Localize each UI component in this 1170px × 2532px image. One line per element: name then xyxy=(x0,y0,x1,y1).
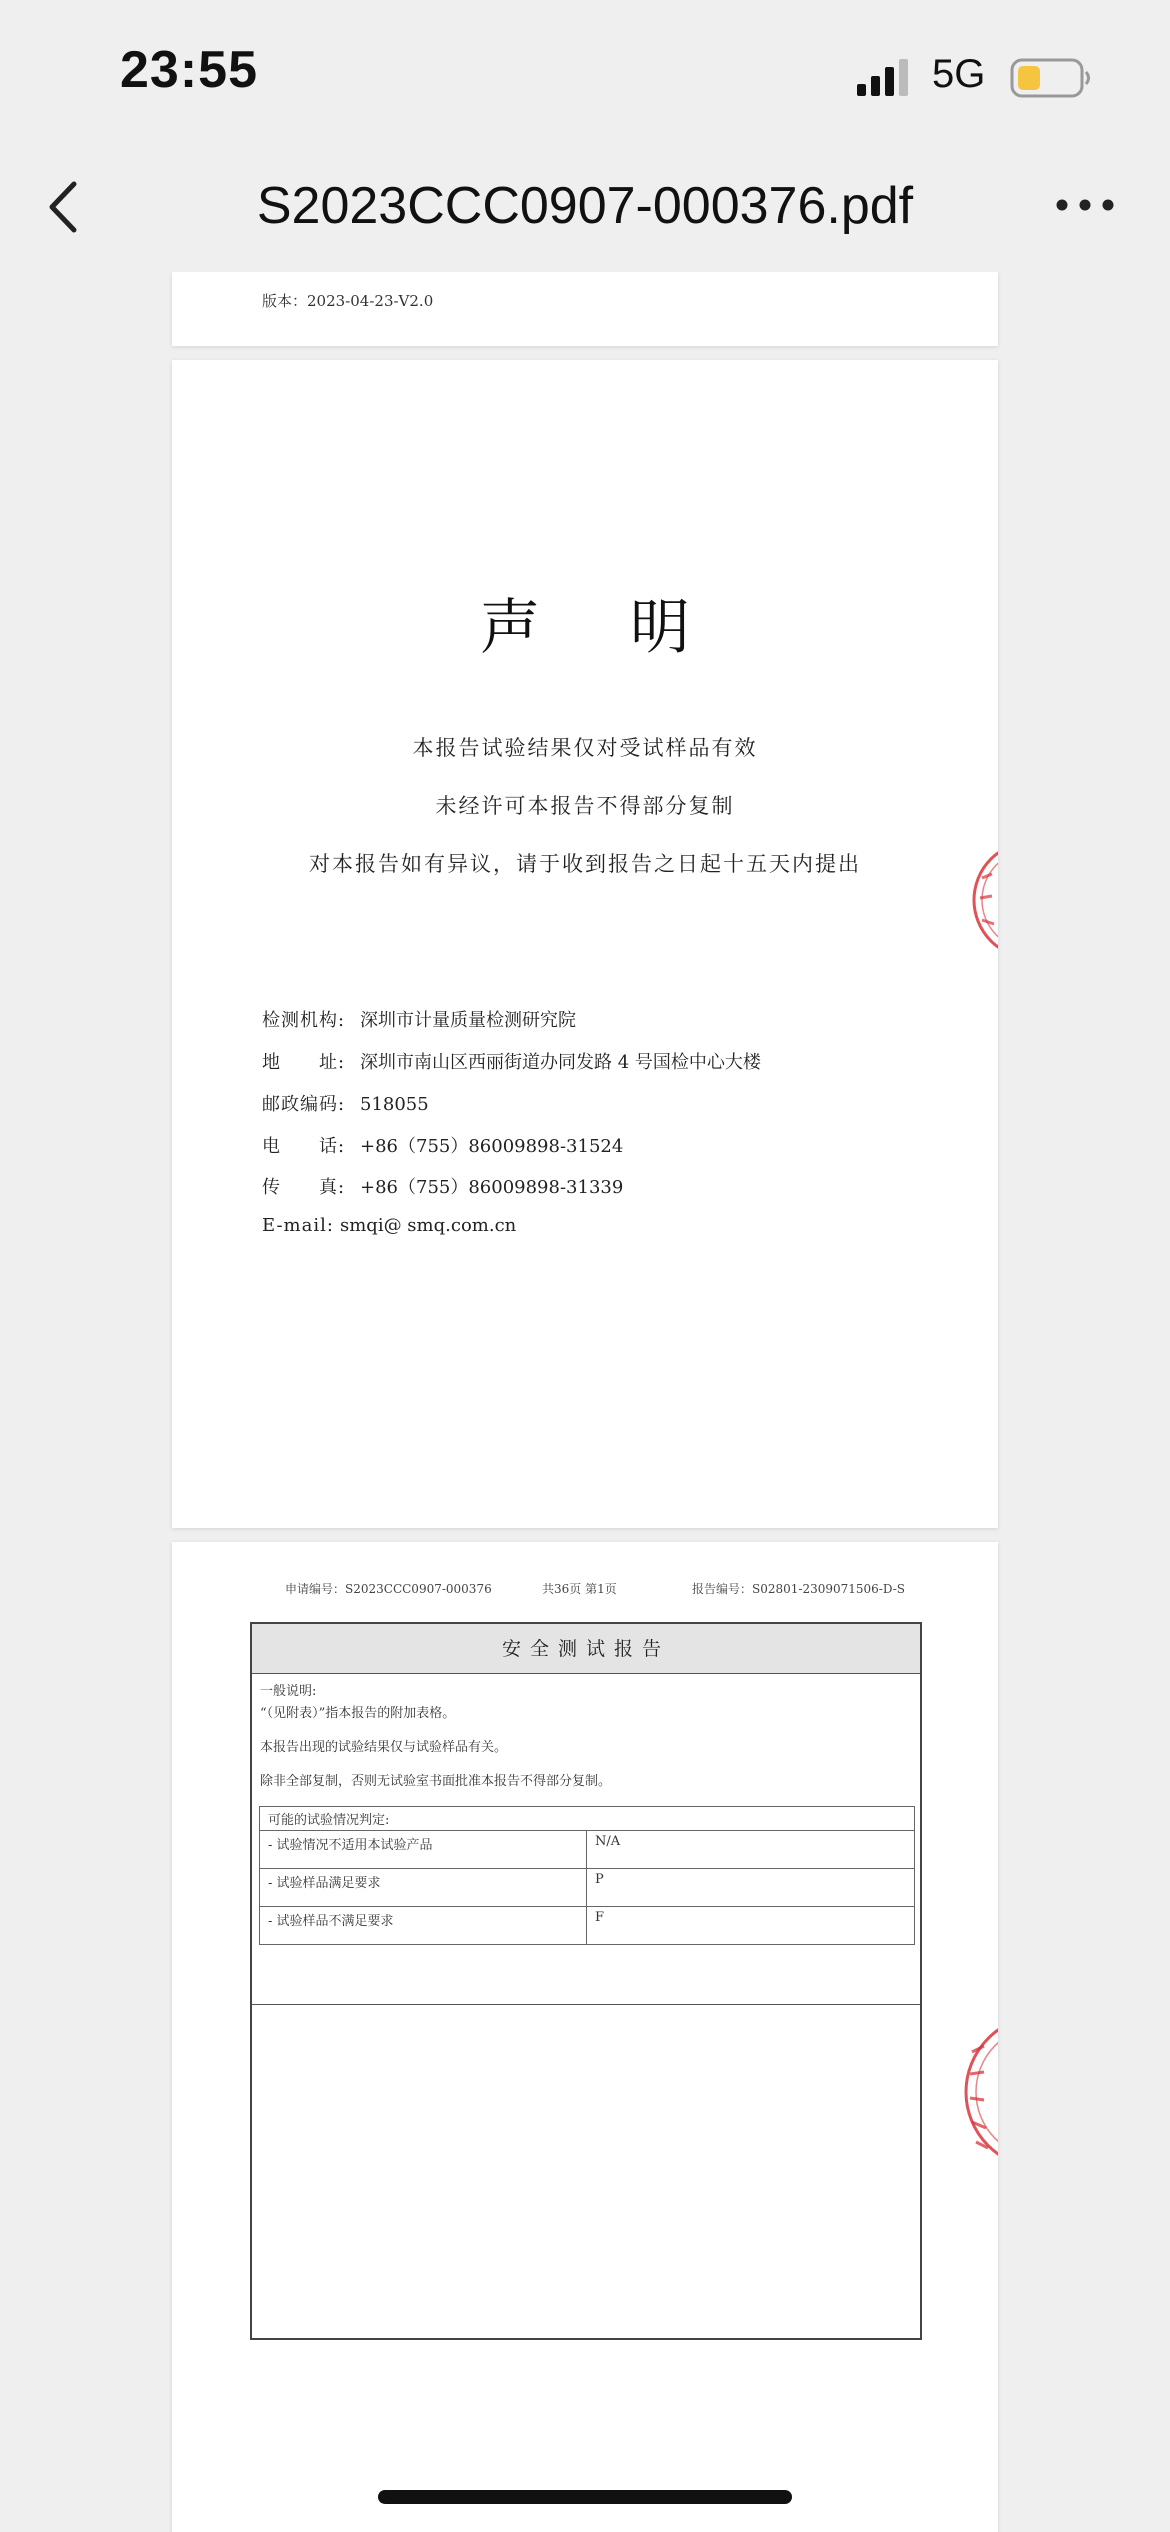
report-frame xyxy=(250,1622,922,2340)
signal-icon xyxy=(855,58,915,98)
page-info: 共36页 第1页 xyxy=(542,1582,617,1596)
document-title: S2023CCC0907-000376.pdf xyxy=(256,177,914,235)
version-text: 版本：2023-04-23-V2.0 xyxy=(262,292,434,310)
verdict-case: - 试验情况不适用本试验产品 xyxy=(260,1831,587,1869)
pdf-page-declaration xyxy=(172,360,998,1528)
contact-address xyxy=(262,1048,761,1074)
pdf-viewer[interactable] xyxy=(0,272,1170,2532)
table-row xyxy=(260,1869,915,1907)
report-title: 安全测试报告 xyxy=(252,1624,920,1674)
contact-value: 518055 xyxy=(360,1094,429,1115)
verdict-case: - 试验样品满足要求 xyxy=(260,1869,587,1907)
verdict-code: N/A xyxy=(587,1831,915,1869)
note-line: 一般说明: xyxy=(260,1684,317,1699)
declaration-title: 声明 xyxy=(480,593,780,663)
contact-value: 深圳市南山区西丽街道办同发路 4 号国检中心大楼 xyxy=(360,1052,761,1073)
application-number: 申请编号：S2023CCC0907-000376 xyxy=(285,1582,492,1596)
contact-phone xyxy=(262,1132,623,1158)
report-number: 报告编号：S02801-2309071506-D-S xyxy=(692,1582,905,1596)
verdict-table-header: 可能的试验情况判定: xyxy=(260,1807,915,1831)
contact-value: smqi@ smq.com.cn xyxy=(340,1215,517,1236)
contact-value: 深圳市计量质量检测研究院 xyxy=(360,1010,576,1031)
contact-value: +86（755）86009898-31524 xyxy=(360,1136,624,1157)
declaration-line: 未经许可本报告不得部分复制 xyxy=(435,794,735,818)
table-row xyxy=(260,1831,915,1869)
more-icon[interactable] xyxy=(1050,185,1120,225)
note-line: 本报告出现的试验结果仅与试验样品有关。 xyxy=(260,1740,508,1755)
status-bar xyxy=(0,0,1170,150)
contact-label: 地 址: xyxy=(262,1052,346,1073)
nav-bar xyxy=(0,150,1170,270)
contact-label: E-mail: xyxy=(262,1215,334,1236)
back-chevron-icon[interactable] xyxy=(40,172,100,242)
section-divider xyxy=(252,2004,920,2005)
contact-label: 邮政编码: xyxy=(262,1094,346,1115)
declaration-line: 对本报告如有异议，请于收到报告之日起十五天内提出 xyxy=(309,852,861,876)
contact-value: +86（755）86009898-31339 xyxy=(360,1177,624,1198)
verdict-case: - 试验样品不满足要求 xyxy=(260,1907,587,1945)
contact-email xyxy=(262,1215,516,1236)
pdf-page-report xyxy=(172,1542,998,2532)
red-seal-stamp xyxy=(962,2012,998,2172)
home-indicator[interactable] xyxy=(378,2490,792,2504)
status-time: 23:55 xyxy=(120,41,258,99)
verdict-code: F xyxy=(587,1907,915,1945)
pdf-page-1 xyxy=(172,272,998,346)
declaration-line: 本报告试验结果仅对受试样品有效 xyxy=(412,736,758,760)
table-row xyxy=(260,1907,915,1945)
battery-icon xyxy=(1010,58,1092,98)
contact-label: 电 话: xyxy=(262,1136,346,1157)
note-line: “（见附表）”指本报告的附加表格。 xyxy=(260,1706,456,1721)
verdict-code: P xyxy=(587,1869,915,1907)
network-type: 5G xyxy=(932,52,986,96)
contact-label: 传 真: xyxy=(262,1177,346,1198)
note-line: 除非全部复制，否则无试验室书面批准本报告不得部分复制。 xyxy=(260,1774,612,1789)
verdict-table xyxy=(259,1806,915,1945)
contact-label: 检测机构: xyxy=(262,1010,346,1031)
contact-fax xyxy=(262,1173,623,1199)
contact-org xyxy=(262,1006,576,1032)
contact-postcode xyxy=(262,1090,429,1116)
red-seal-stamp xyxy=(968,838,998,962)
